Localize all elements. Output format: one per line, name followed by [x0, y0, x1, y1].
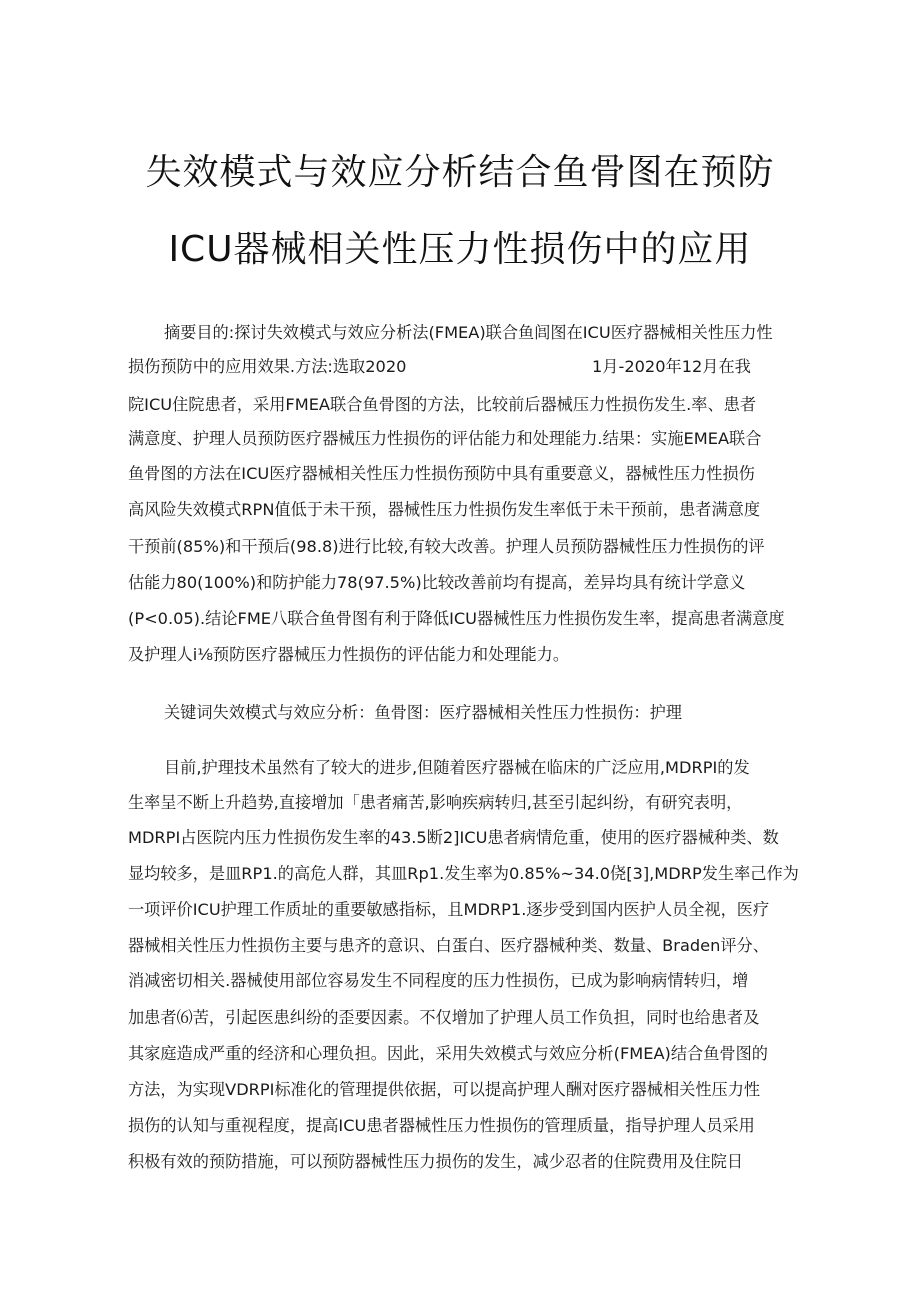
keywords-line: 关键词失效模式与效应分析：鱼骨图：医疗器械相关性压力性损伤：护理: [164, 703, 682, 722]
body-line: 积极有效的预防措施，可以预防器械性压力损伤的发生，减少忍者的住院费用及住院日: [128, 1152, 744, 1171]
abstract-line-1: 摘要目的:探讨失效模式与效应分析法(FMEA)联合鱼闾图在ICU医疗器械相关性压力性: [164, 323, 773, 342]
body-line: 生率呈不断上升趋势,直接增加「患者痛苦,影响疾病转归,甚至引起纠纷，有研究表明，: [128, 793, 743, 812]
body-line: 损伤的认知与重视程度，提高ICU患者器械性压力性损伤的管理质量，指导护理人员采用: [128, 1116, 755, 1135]
abstract-line-5: 鱼骨图的方法在ICU医疗器械相关性压力性损伤预防中具有重要意义，器械性压力性损伤: [128, 464, 755, 483]
paper-title-line-1: 失效模式与效应分析结合鱼骨图在预防: [145, 152, 775, 193]
body-line: 目前,护理技术虽然有了较大的进步,但随着医疗器械在临床的广泛应用,MDRPI的发: [164, 758, 750, 777]
body-line: 显均较多，是皿RP1.的高危人群，其皿Rp1.发生率为0.85%~34.0侥[3],MDRP发生率己作为: [128, 864, 799, 883]
abstract-line-7: 干预前(85%)和干预后(98.8)进行比较,有较大改善。护理人员预防器械性压力性损伤的评: [128, 537, 765, 556]
abstract-line-2-right: 1月-2020年12月在我: [592, 357, 751, 376]
abstract-line-2-left: 损伤预防中的应用效果.方法:选取2020: [128, 357, 407, 376]
abstract-line-8: 估能力80(100%)和防护能力78(97.5%)比较改善前均有提高，差异均具有统计学意义: [128, 573, 746, 592]
body-line: 消减密切相关.器械使用部位容易发生不同程度的压力性损伤，已成为影响病情转归，增: [128, 971, 749, 990]
body-line: 其家庭造成严重的经济和心理负担。因此，采用失效模式与效应分析(FMEA)结合鱼骨图的: [128, 1044, 768, 1063]
abstract-line-4: 满意度、护理人员预防医疗器械压力性损伤的评估能力和处理能力.结果：实施EMEA联合: [128, 429, 762, 448]
paper-title-line-2: ICU器械相关性压力性损伤中的应用: [168, 229, 752, 270]
body-line: 加患者⑹苦，引起医患纠纷的歪要因素。不仅增加了护理人员工作负担，同时也给患者及: [128, 1008, 760, 1027]
body-line: 器械相关性压力性损伤主要与患齐的意识、白蛋白、医疗器械种类、数量、Braden评分、: [128, 936, 769, 955]
body-line: 一项评价ICU护理工作质址的重要敏感指标，且MDRP1.逐步受到国内医护人员全视，医疗: [128, 900, 770, 919]
abstract-line-3: 院ICU住院患者，采用FMEA联合鱼骨图的方法，比较前后器械压力性损伤发生.率、患者: [128, 395, 757, 414]
abstract-line-9: (P<0.05).结论FME八联合鱼骨图有利于降低ICU器械性压力性损伤发生率，提高患者满意度: [128, 609, 785, 628]
body-line: 方法，为实现VDRPI标准化的管理提供依据，可以提高护理人酬对医疗器械相关性压力性: [128, 1080, 761, 1099]
body-line: MDRPI占医院内压力性损伤发生率的43.5断2]ICU患者病情危重，使用的医疗器械种类、数: [128, 828, 779, 847]
abstract-line-10: 及护理人i⅛预防医疗器械压力性损伤的评估能力和处理能力。: [128, 645, 570, 664]
abstract-line-6: 高风险失效模式RPN值低于未干预，器械性压力性损伤发生率低于未干预前，患者满意度: [128, 500, 761, 519]
